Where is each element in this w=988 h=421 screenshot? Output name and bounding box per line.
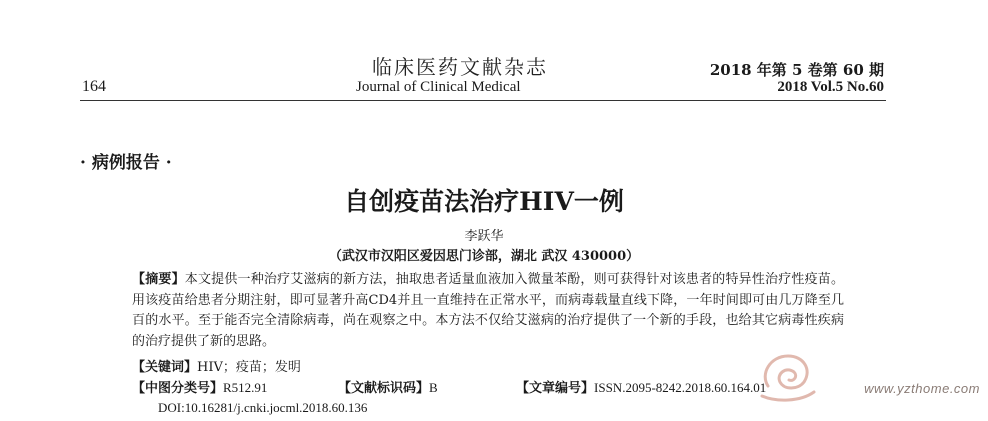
header-rule: [80, 100, 886, 101]
clc-label: 【中图分类号】: [132, 381, 224, 396]
page-number: 164: [82, 78, 106, 95]
abstract-label: 【摘要】: [132, 272, 185, 287]
keywords-text: HIV；疫苗；发明: [197, 360, 301, 375]
clc-value: R512.91: [223, 380, 268, 395]
journal-title-chinese: 临床医药文献杂志: [372, 55, 548, 79]
watermark-url: www.yzthome.com: [864, 381, 980, 396]
journal-title-english: Journal of Clinical Medical: [356, 79, 521, 95]
document-code-label: 【文献标识码】: [338, 381, 430, 396]
abstract-text: 本文提供一种治疗艾滋病的新方法，抽取患者适量血液加入微量苯酚，则可获得针对该患者的特异性治疗性疫苗。用该疫苗给患者分期注射，即可显著升高CD4并且一直维持在正常水平，而病毒载量直线下降，一年时间即可由几万降至几百的水平。至于能否完全清除病毒，尚在观察之中。本方法不仅给艾滋病的治疗提供了一个新的手段，也给其它病毒性疾病的治疗提供了新的思路。: [132, 272, 844, 349]
keywords-label: 【关键词】: [132, 360, 198, 375]
document-code-value: B: [429, 380, 438, 395]
article-number: [516, 377, 766, 396]
issue-info-english: 2018 Vol.5 No.60: [777, 79, 884, 95]
section-label: · 病例报告 ·: [80, 153, 172, 173]
keywords: [132, 356, 301, 375]
article-title: 自创疫苗法治疗HIV一例: [344, 187, 624, 216]
clc-number: [132, 377, 267, 396]
article-number-label: 【文章编号】: [516, 381, 595, 396]
issue-info-chinese: 2018 年第 5 卷第 60 期: [709, 61, 884, 79]
author-name: 李跃华: [464, 229, 504, 244]
document-code: [338, 377, 438, 396]
swirl-logo-icon: [756, 346, 818, 402]
abstract: [132, 270, 844, 352]
author-affiliation: （武汉市汉阳区爱因思门诊部，湖北 武汉 430000）: [328, 249, 640, 264]
article-number-value: ISSN.2095-8242.2018.60.164.01: [594, 380, 767, 395]
doi: DOI:10.16281/j.cnki.jocml.2018.60.136: [158, 400, 368, 415]
